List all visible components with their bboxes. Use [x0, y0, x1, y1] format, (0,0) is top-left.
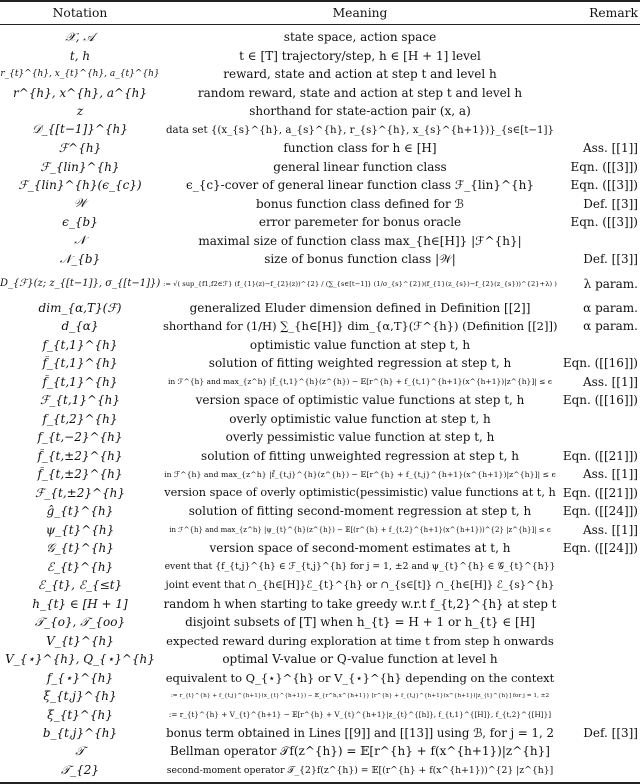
table-row — [0, 613, 640, 632]
table-row — [0, 558, 640, 577]
meaning-cell: function class for h ∈ [H] — [283, 141, 437, 156]
table-row — [0, 65, 640, 84]
remark-cell: α param. — [583, 300, 638, 315]
table-row — [0, 743, 640, 762]
notation-cell: t, h — [69, 48, 91, 63]
table-header — [0, 2, 640, 24]
meaning-cell: optimistic value function at step t, h — [249, 337, 471, 352]
remark-cell: Def. [[3]] — [583, 252, 638, 267]
remark-cell: Ass. [[1]] — [583, 467, 638, 482]
notation-cell: 𝒯 — [75, 744, 85, 759]
notation-cell: h_{t} ∈ [H + 1] — [32, 596, 128, 611]
meaning-cell: size of bonus function class |𝒲| — [264, 251, 456, 266]
remark-cell: Def. [[3]] — [583, 726, 638, 741]
meaning-cell: data set {(x_{s}^{h}, a_{s}^{h}, r_{s}^{h}, x_{s}^{h+1})}_{s∈[t−1]} — [165, 123, 555, 136]
notation-cell: ℰ_{t}, ℰ_{≤t} — [37, 578, 123, 593]
header-remark: Remark — [589, 6, 638, 20]
table-row — [0, 650, 640, 669]
notation-cell: 𝒩_{b} — [59, 251, 101, 266]
meaning-cell: disjoint subsets of [T] when h_{t} = H + 1 or h_{t} ∈ [H] — [185, 615, 535, 630]
table-row — [0, 250, 640, 269]
notation-cell: r^{h}, x^{h}, a^{h} — [12, 85, 148, 100]
remark-cell: Eqn. ([[21]]) — [562, 485, 638, 500]
meaning-cell: maximal size of function class max_{h∈[H]} |ℱ^{h}| — [198, 233, 522, 248]
table-row — [0, 299, 640, 318]
notation-cell: ĝ_{t}^{h} — [46, 504, 114, 519]
meaning-cell: t ∈ [T] trajectory/step, h ∈ [H + 1] level — [239, 48, 481, 63]
meaning-cell: solution of fitting second-moment regression at step t, h — [188, 504, 532, 519]
notation-cell: ℰ_{t}^{h} — [46, 559, 114, 574]
table-row — [0, 428, 640, 447]
meaning-cell: general linear function class — [273, 159, 447, 174]
notation-cell: ξ_{t}^{h} — [47, 707, 113, 722]
table-row — [0, 28, 640, 47]
meaning-cell: solution of fitting unweighted regression at step t, h — [201, 448, 519, 463]
notation-cell: 𝒩 — [74, 233, 86, 248]
table-row — [0, 47, 640, 66]
remark-cell: Ass. [[1]] — [583, 374, 638, 389]
table-row — [0, 465, 640, 484]
remark-cell: Def. [[3]] — [583, 196, 638, 211]
meaning-cell: := √( sup_{f1,f2∈ℱ} (f_{1}(z)−f_{2}(z))^{2} / (∑_{s∈[t−1]} (1/σ_{s}^{2})(f_{1}(z_{s})−f_{2}(z_{s}))^{2}+λ) ) — [163, 279, 557, 288]
notation-cell: 𝒳, 𝒜 — [65, 29, 95, 44]
notation-cell: ℱ_{t,±2}^{h} — [34, 485, 126, 500]
meaning-cell: := r_{t}^{h} + f_{t,j}^{h+1}(x_{t}^{h+1}) − 𝔼_{r^h,x^{h+1}} [r^{h} + f_{t,j}^{h+1}(x^{h+1})|z_{t}^{h}] for j = 1, ±2 — [170, 693, 550, 700]
meaning-cell: state space, action space — [283, 30, 437, 45]
table-row — [0, 213, 640, 232]
table-row — [0, 354, 640, 373]
table-row — [0, 502, 640, 521]
meaning-cell: second-moment operator 𝒯_{2}f(z^{h}) = 𝔼[(r^{h} + f(x^{h+1}))^{2} |z^{h}] — [166, 764, 554, 776]
table-row — [0, 391, 640, 410]
table-body — [0, 25, 640, 780]
table-row — [0, 121, 640, 140]
meaning-cell: event that {f̄_{t,j}^{h} ∈ ℱ_{t,j}^{h} for j = 1, ±2 and ψ_{t}^{h} ∈ 𝒢_{t}^{h}} — [164, 561, 556, 573]
meaning-cell: joint event that ∩_{h∈[H]}ℰ_{t}^{h} or ∩_{s∈[t]} ∩_{h∈[H]} ℰ_{s}^{h} — [165, 579, 555, 592]
notation-cell: ℱ_{lin}^{h}(ϵ_{c}) — [18, 178, 142, 193]
notation-cell: ℱ^{h} — [58, 141, 102, 156]
header-notation: Notation — [52, 6, 108, 20]
table-row — [0, 410, 640, 429]
meaning-cell: in ℱ^{h} and max_{z^h} |f̄_{t,j}^{h}(z^{h}) − 𝔼[r^{h} + f_{t,j}^{h+1}(x^{h+1})|z^{h}]| ≤ ϵ — [164, 469, 556, 479]
table-row — [0, 195, 640, 214]
table-row — [0, 761, 640, 780]
meaning-cell: overly pessimistic value function at step t, h — [225, 430, 495, 445]
meaning-cell: equivalent to Q_{⋆}^{h} or V_{⋆}^{h} depending on the context — [165, 670, 555, 685]
notation-cell: 𝒟_{[t−1]}^{h} — [32, 122, 128, 137]
notation-cell: d_{α} — [61, 319, 99, 334]
meaning-cell: optimal V-value or Q-value function at level h — [222, 652, 498, 667]
remark-cell: Ass. [[1]] — [583, 141, 638, 156]
meaning-cell: := r_{t}^{h} + V_{t}^{h+1} − 𝔼[r^{h} + V_{t}^{h+1}|z_{t}^{[h]}, f_{t,1}^{[H]}, f_{t,2}^{[H]}] — [168, 710, 552, 720]
notation-cell: r_{t}^{h}, x_{t}^{h}, a_{t}^{h} — [0, 69, 160, 80]
meaning-cell: in ℱ^{h} and max_{z^h} |f̄_{t,1}^{h}(z^{h}) − 𝔼[r^{h} + f_{t,1}^{h+1}(x^{h+1})|z^{h}]| ≤ ϵ — [167, 377, 553, 387]
table-row — [0, 158, 640, 177]
remark-cell: Eqn. ([[16]]) — [562, 393, 638, 408]
remark-cell: λ param. — [583, 276, 638, 291]
remark-cell: Eqn. ([[16]]) — [562, 356, 638, 371]
remark-cell: α param. — [583, 319, 638, 334]
meaning-cell: bonus term obtained in Lines [[9]] and [[13]] using ℬ, for j = 1, 2 — [166, 726, 554, 741]
table-row — [0, 521, 640, 540]
table-row — [0, 632, 640, 651]
meaning-cell: generalized Eluder dimension defined in Definition [[2]] — [189, 300, 531, 315]
notation-cell: D_{ℱ}(z; z_{[t−1]}, σ_{[t−1]}) — [0, 278, 160, 289]
meaning-cell: shorthand for (1/H) ∑_{h∈[H]} dim_{α,T}(ℱ^{h}) (Definition [[2]]) — [163, 319, 558, 334]
notation-cell: 𝒯_{2} — [60, 762, 100, 777]
remark-cell: Eqn. ([[24]]) — [562, 504, 638, 519]
table-row — [0, 595, 640, 614]
meaning-cell: bonus function class defined for ℬ — [256, 196, 464, 211]
meaning-cell: Bellman operator 𝒯f(z^{h}) = 𝔼[r^{h} + f(x^{h+1})|z^{h}] — [170, 744, 550, 759]
notation-cell: z — [76, 104, 84, 119]
notation-cell: ℱ_{t,1}^{h} — [39, 393, 121, 408]
remark-cell: Eqn. ([[21]]) — [562, 448, 638, 463]
notation-cell: ϵ_{b} — [62, 215, 98, 230]
table-row — [0, 576, 640, 595]
meaning-cell: random h when starting to take greedy w.r.t f_{t,2}^{h} at step t — [163, 596, 557, 611]
table-row — [0, 269, 640, 299]
meaning-cell: version space of second-moment estimates at t, h — [209, 541, 511, 556]
remark-cell: Eqn. ([[3]]) — [570, 178, 638, 193]
table-row — [0, 373, 640, 392]
notation-cell: V_{t}^{h} — [46, 633, 114, 648]
remark-cell: Eqn. ([[3]]) — [570, 159, 638, 174]
remark-cell: Eqn. ([[3]]) — [570, 215, 638, 230]
meaning-cell: in ℱ^{h} and max_{z^h} |ψ_{t}^{h}(z^{h}) − 𝔼[(r^{h} + f_{t,2}^{h+1}(x^{h+1}))^{2} |z^{h}]| ≤ ϵ — [169, 525, 551, 534]
table-row — [0, 669, 640, 688]
notation-cell: 𝒯_{o}, 𝒯_{oo} — [34, 614, 126, 629]
notation-cell: f_{t,−2}^{h} — [37, 430, 123, 445]
notation-cell: ψ_{t}^{h} — [45, 522, 115, 537]
notation-cell: ℱ_{lin}^{h} — [40, 159, 120, 174]
meaning-cell: expected reward during exploration at time t from step h onwards — [166, 633, 554, 648]
table-row — [0, 176, 640, 195]
notation-cell: f_{⋆}^{h} — [46, 670, 114, 685]
meaning-cell: random reward, state and action at step t and level h — [197, 85, 523, 100]
meaning-cell: version space of overly optimistic(pessimistic) value functions at t, h — [164, 486, 556, 500]
notation-cell: f_{t,2}^{h} — [42, 411, 118, 426]
remark-cell: Eqn. ([[24]]) — [562, 541, 638, 556]
notation-cell: f_{t,1}^{h} — [42, 337, 118, 352]
table-row — [0, 102, 640, 121]
meaning-cell: reward, state and action at step t and level h — [223, 67, 497, 82]
meaning-cell: shorthand for state-action pair (x, a) — [249, 104, 471, 119]
table-row — [0, 317, 640, 336]
notation-cell: f̂_{t,±2}^{h} — [37, 448, 123, 463]
remark-cell: Ass. [[1]] — [583, 522, 638, 537]
bottom-rule — [0, 782, 640, 784]
notation-cell: f̄_{t,1}^{h} — [42, 374, 118, 389]
notation-cell: dim_{α,T}(ℱ) — [38, 300, 122, 315]
table-row — [0, 139, 640, 158]
notation-cell: f̂_{t,1}^{h} — [42, 356, 118, 371]
table-row — [0, 484, 640, 503]
meaning-cell: version space of optimistic value functions at step t, h — [195, 393, 525, 408]
notation-cell: b_{t,j}^{h} — [42, 726, 118, 741]
meaning-cell: ϵ_{c}-cover of general linear function class ℱ_{lin}^{h} — [185, 178, 535, 193]
notation-cell: ξ_{t,j}^{h} — [43, 689, 117, 704]
meaning-cell: solution of fitting weighted regression at step t, h — [208, 356, 512, 371]
notation-cell: 𝒲 — [73, 196, 87, 211]
table-row — [0, 84, 640, 103]
table-row — [0, 336, 640, 355]
table-row — [0, 232, 640, 251]
meaning-cell: error paremeter for bonus oracle — [258, 215, 462, 230]
table-row — [0, 447, 640, 466]
notation-cell: V_{⋆}^{h}, Q_{⋆}^{h} — [5, 652, 155, 667]
table-row — [0, 539, 640, 558]
meaning-cell: overly optimistic value function at step t, h — [229, 411, 491, 426]
notation-cell: f̄_{t,±2}^{h} — [37, 467, 123, 482]
table-row — [0, 687, 640, 706]
notation-cell: 𝒢_{t}^{h} — [46, 540, 114, 555]
table-row — [0, 706, 640, 725]
table-row — [0, 724, 640, 743]
header-meaning: Meaning — [332, 6, 388, 20]
